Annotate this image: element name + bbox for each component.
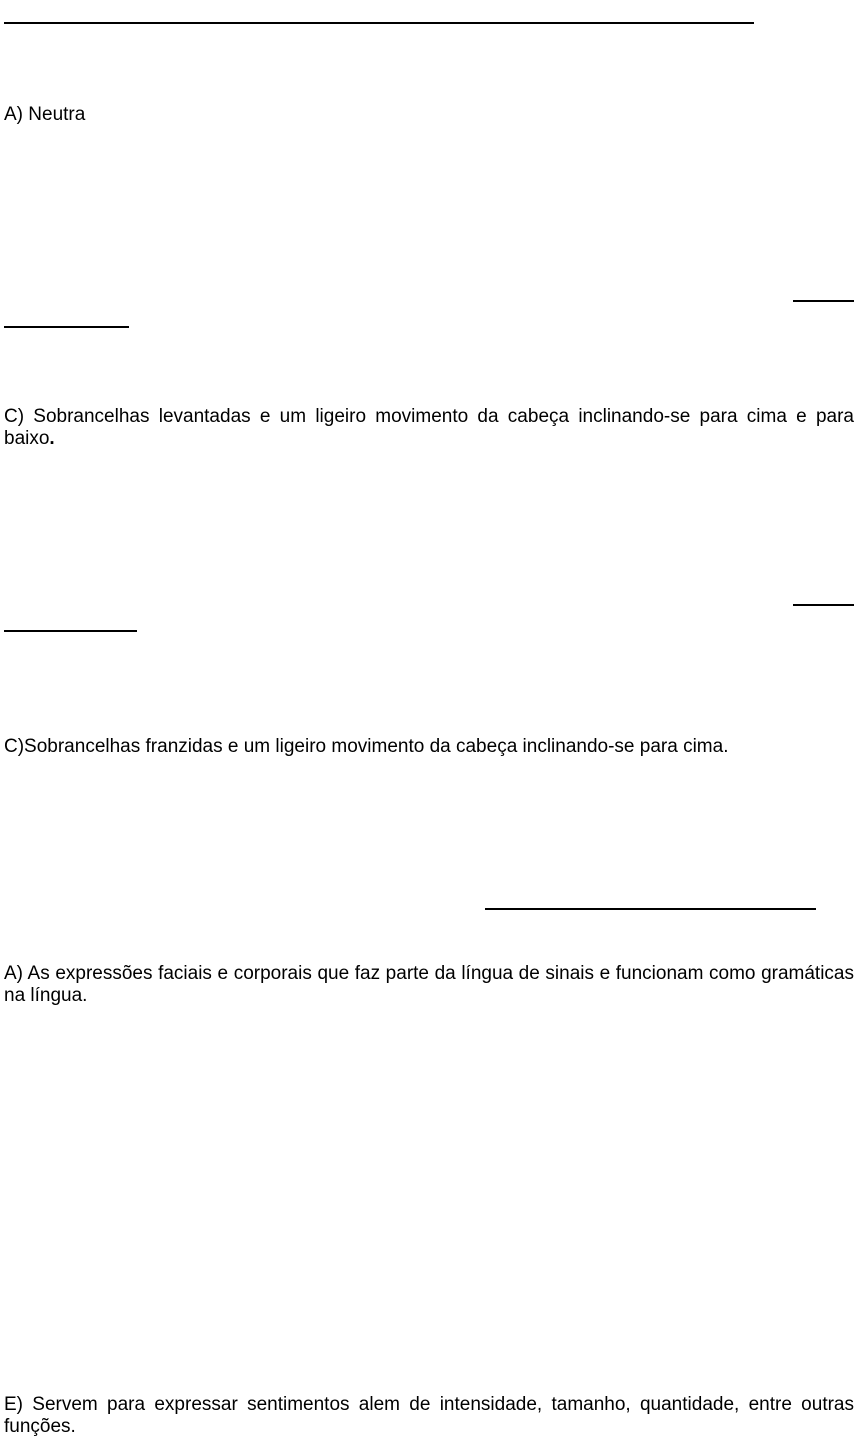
answer-1-text: A) Neutra bbox=[4, 104, 86, 125]
answer-2 bbox=[4, 406, 854, 450]
blank-line-4 bbox=[485, 908, 816, 910]
blank-line-1 bbox=[4, 22, 754, 24]
blank-line-2b bbox=[4, 326, 129, 328]
answer-2-text: C) Sobrancelhas levantadas e um ligeiro movimento da cabeça inclinando-se para cima e para baixo bbox=[4, 406, 854, 449]
blank-line-3a bbox=[793, 604, 854, 606]
answer-2-period: . bbox=[49, 428, 55, 449]
blank-line-3b bbox=[4, 630, 137, 632]
answer-1 bbox=[4, 104, 854, 126]
blank-line-2a bbox=[793, 300, 854, 302]
answer-3-text: C)Sobrancelhas franzidas e um ligeiro movimento da cabeça inclinando-se para cima. bbox=[4, 736, 729, 757]
answer-5 bbox=[4, 1394, 854, 1438]
answer-3 bbox=[4, 736, 854, 758]
answer-4-text: A) As expressões faciais e corporais que faz parte da língua de sinais e funcionam como gramáticas na língua. bbox=[4, 963, 854, 1006]
answer-5-text: E) Servem para expressar sentimentos alem de intensidade, tamanho, quantidade, entre outras funções. bbox=[4, 1394, 854, 1437]
answer-4 bbox=[4, 963, 854, 1007]
